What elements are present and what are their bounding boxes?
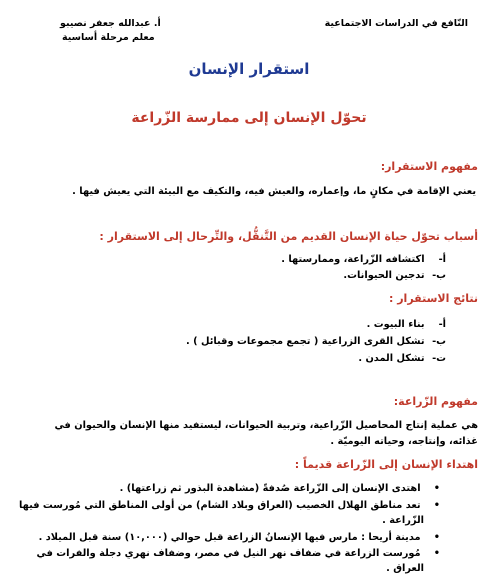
header-author: أ. عبدالله جعفر نصيبو xyxy=(60,18,161,29)
early-agriculture-heading: اهتداء الإنسان إلى الزّراعة قديماً : xyxy=(294,458,478,471)
item-text: تشكل المدن . xyxy=(358,353,425,364)
results-item xyxy=(358,353,446,364)
bullet-icon: • xyxy=(433,532,440,543)
causes-item xyxy=(281,254,446,265)
bullet-item xyxy=(37,548,440,559)
causes-heading: أسباب تحوّل حياة الإنسان القديم من التَّنقُّل، والتِّرحال إلى الاستقرار : xyxy=(99,230,478,243)
bullet-item xyxy=(120,483,440,494)
bullet-text-continued: العراق . xyxy=(386,563,424,574)
causes-item xyxy=(343,270,446,281)
item-letter: أ- xyxy=(438,319,446,330)
bullet-icon: • xyxy=(433,483,440,494)
bullet-text: اهتدى الإنسان إلى الزّراعة صُدفةً (مشاهدة البذور ثم زراعتها) . xyxy=(119,483,421,494)
bullet-icon: • xyxy=(433,500,440,511)
bullet-item xyxy=(19,500,440,511)
bullet-item xyxy=(39,532,440,543)
bullet-text: تعد مناطق الهلال الخصيب (العراق وبلاد الشام) من أولى المناطق التي مُورست فيها xyxy=(18,500,421,511)
header-subject: النّافع في الدراسات الاجتماعية xyxy=(324,18,468,29)
bullet-text: مُورست الزراعة في ضفاف نهر النيل في مصر، وضفاف نهري دجلة والفرات في xyxy=(36,548,421,559)
item-text: تشكل القرى الزراعية ( تجمع مجموعات وقبائل ) . xyxy=(185,336,425,347)
item-letter: ب- xyxy=(432,336,446,347)
agriculture-concept-text-line1: هي عملية إنتاج المحاصيل الزّراعية، وتربية الحيوانات، ليستفيد منها الإنسان والحيوان في xyxy=(54,420,478,431)
item-text: تدجين الحيوانات. xyxy=(343,270,425,281)
results-heading: نتائج الاستقرار : xyxy=(389,292,478,305)
page-subtitle: تحوّل الإنسان إلى ممارسة الزّراعة xyxy=(131,110,367,126)
agriculture-concept-text-line2: غذائه، وإنتاجه، وحياته اليوميّة . xyxy=(330,436,478,447)
bullet-text-continued: الزّراعة . xyxy=(382,515,424,526)
header-author-role: معلم مرحلة أساسية xyxy=(62,32,155,43)
stability-concept-text: يعني الإقامة في مكانٍ ما، وإعماره، والعيش فيه، والتكيف مع البيئة التي يعيش فيها . xyxy=(72,186,476,197)
item-text: بناء البيوت . xyxy=(366,319,425,330)
item-letter: ت- xyxy=(432,353,446,364)
results-item xyxy=(186,336,446,347)
page-title: استقرار الإنسان xyxy=(188,60,310,78)
item-letter: ب- xyxy=(432,270,446,281)
bullet-text: مدينة أريحا : مارس فيها الإنسانُ الزراعة قبل حوالي (١٠,٠٠٠) سنة قبل الميلاد . xyxy=(38,532,421,543)
item-text: اكتشافه الزّراعة، وممارستها . xyxy=(281,254,425,265)
bullet-icon: • xyxy=(433,548,440,559)
results-item xyxy=(367,319,446,330)
item-letter: أ- xyxy=(438,254,446,265)
agriculture-concept-heading: مفهوم الزّراعة: xyxy=(393,395,478,408)
stability-concept-heading: مفهوم الاستقرار: xyxy=(380,160,478,173)
